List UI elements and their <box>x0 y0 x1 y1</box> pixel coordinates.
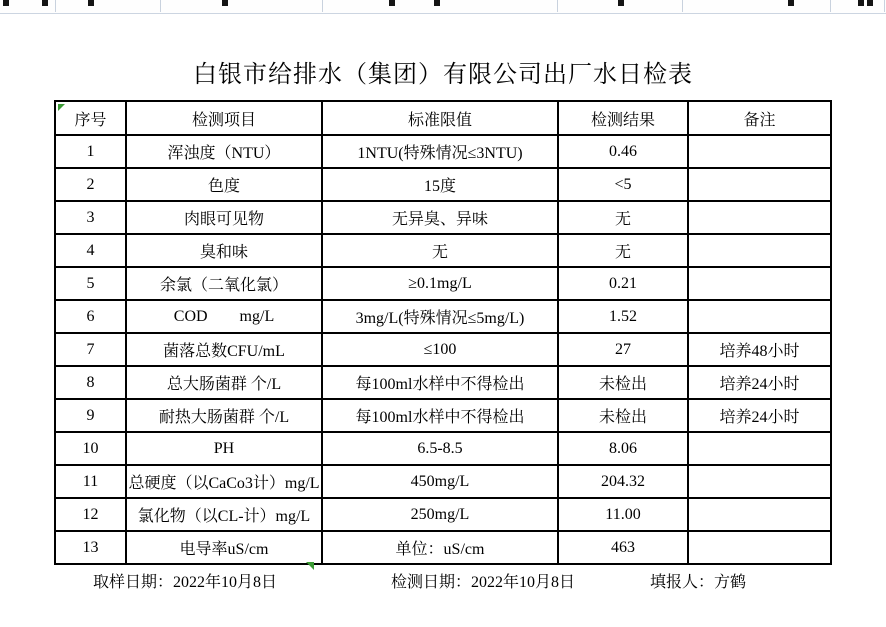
cell-limit[interactable]: 6.5-8.5 <box>322 432 558 465</box>
cell-index[interactable]: 4 <box>55 234 126 267</box>
table-row <box>55 234 831 267</box>
toolbar-icon-sliver[interactable] <box>434 0 440 6</box>
cell-index[interactable]: 6 <box>55 300 126 333</box>
cell-remark[interactable] <box>688 300 831 333</box>
cell-result[interactable]: 0.46 <box>558 135 688 168</box>
table-row <box>55 300 831 333</box>
cell-remark[interactable] <box>688 267 831 300</box>
cell-result[interactable]: 204.32 <box>558 465 688 498</box>
toolbar-icon-sliver[interactable] <box>42 0 48 6</box>
cell-item[interactable]: 总大肠菌群 个/L <box>126 366 322 399</box>
toolbar-icon-sliver[interactable] <box>858 0 864 6</box>
header-cell-result[interactable]: 检测结果 <box>558 101 688 135</box>
cell-item[interactable]: 色度 <box>126 168 322 201</box>
cell-result[interactable]: 无 <box>558 201 688 234</box>
cell-index[interactable]: 12 <box>55 498 126 531</box>
table-row <box>55 366 831 399</box>
cell-remark[interactable]: 培养48小时 <box>688 333 831 366</box>
cell-limit[interactable]: 15度 <box>322 168 558 201</box>
cell-result[interactable]: 未检出 <box>558 399 688 432</box>
cell-index[interactable]: 7 <box>55 333 126 366</box>
cell-result[interactable]: 8.06 <box>558 432 688 465</box>
cell-item[interactable]: 臭和味 <box>126 234 322 267</box>
cell-remark[interactable] <box>688 201 831 234</box>
toolbar-icon-sliver[interactable] <box>88 0 94 6</box>
header-label: 序号 <box>74 111 107 129</box>
cell-limit[interactable]: 250mg/L <box>322 498 558 531</box>
toolbar-separator <box>830 0 831 12</box>
toolbar-bottom-sliver <box>0 0 886 14</box>
cell-index[interactable]: 1 <box>55 135 126 168</box>
table-row <box>55 531 831 564</box>
sample-date-text: 取样日期：2022年10月8日 <box>93 574 278 591</box>
table-body <box>55 135 831 564</box>
header-cell-item[interactable]: 检测项目 <box>126 101 322 135</box>
cell-item[interactable]: COD mg/L <box>126 300 322 333</box>
table-row <box>55 168 831 201</box>
cell-item[interactable]: 总硬度（以CaCo3计）mg/L <box>126 465 322 498</box>
cell-item[interactable]: 电导率uS/cm <box>126 531 322 564</box>
cell-index[interactable]: 8 <box>55 366 126 399</box>
toolbar-separator <box>160 0 161 12</box>
cell-remark[interactable]: 培养24小时 <box>688 399 831 432</box>
table-row <box>55 267 831 300</box>
table-row <box>55 201 831 234</box>
cell-limit[interactable]: 每100ml水样中不得检出 <box>322 399 558 432</box>
cell-limit[interactable]: 3mg/L(特殊情况≤5mg/L) <box>322 300 558 333</box>
cell-item[interactable]: 菌落总数CFU/mL <box>126 333 322 366</box>
cell-result[interactable]: 0.21 <box>558 267 688 300</box>
cell-index[interactable]: 11 <box>55 465 126 498</box>
cell-remark[interactable] <box>688 498 831 531</box>
cell-result[interactable]: <5 <box>558 168 688 201</box>
header-cell-index[interactable] <box>55 101 126 135</box>
toolbar-icon-sliver[interactable] <box>222 0 228 6</box>
table-row <box>55 399 831 432</box>
cell-item[interactable]: PH <box>126 432 322 465</box>
footer-line <box>0 569 886 589</box>
cell-item[interactable]: 浑浊度（NTU） <box>126 135 322 168</box>
water-daily-check-table <box>54 100 832 565</box>
toolbar-icon-sliver[interactable] <box>867 0 873 6</box>
cell-limit[interactable]: 每100ml水样中不得检出 <box>322 366 558 399</box>
toolbar-separator <box>55 0 56 12</box>
cell-index[interactable]: 5 <box>55 267 126 300</box>
toolbar-icon-sliver[interactable] <box>788 0 794 6</box>
toolbar-separator <box>557 0 558 12</box>
cell-item[interactable]: 余氯（二氧化氯） <box>126 267 322 300</box>
cell-index[interactable]: 10 <box>55 432 126 465</box>
toolbar-icon-sliver[interactable] <box>618 0 624 6</box>
cell-result[interactable]: 1.52 <box>558 300 688 333</box>
cell-remark[interactable] <box>688 168 831 201</box>
cell-remark[interactable] <box>688 465 831 498</box>
table-row <box>55 465 831 498</box>
page-break-marker-icon <box>306 562 314 570</box>
page-title: 白银市给排水（集团）有限公司出厂水日检表 <box>193 62 693 88</box>
cell-result[interactable]: 无 <box>558 234 688 267</box>
cell-result[interactable]: 27 <box>558 333 688 366</box>
reporter-text: 填报人：方鹤 <box>650 574 747 591</box>
header-cell-limit[interactable]: 标准限值 <box>322 101 558 135</box>
table-row <box>55 498 831 531</box>
cell-remark[interactable] <box>688 531 831 564</box>
cell-remark[interactable] <box>688 234 831 267</box>
table-row <box>55 432 831 465</box>
cell-index[interactable]: 9 <box>55 399 126 432</box>
toolbar-separator <box>884 0 885 12</box>
cell-result[interactable]: 11.00 <box>558 498 688 531</box>
cell-limit[interactable]: 450mg/L <box>322 465 558 498</box>
cell-limit[interactable]: 单位：uS/cm <box>322 531 558 564</box>
cell-remark[interactable]: 培养24小时 <box>688 366 831 399</box>
table-header-row <box>55 101 831 135</box>
cell-item[interactable]: 肉眼可见物 <box>126 201 322 234</box>
cell-limit[interactable]: 无 <box>322 234 558 267</box>
cell-limit[interactable]: 无异臭、异味 <box>322 201 558 234</box>
toolbar-separator <box>322 0 323 12</box>
cell-result[interactable]: 未检出 <box>558 366 688 399</box>
table-row <box>55 135 831 168</box>
toolbar-icon-sliver[interactable] <box>389 0 395 6</box>
cell-index[interactable]: 3 <box>55 201 126 234</box>
cell-limit[interactable]: 1NTU(特殊情况≤3NTU) <box>322 135 558 168</box>
cell-result[interactable]: 463 <box>558 531 688 564</box>
toolbar-icon-sliver[interactable] <box>3 0 9 6</box>
cell-item[interactable]: 氯化物（以CL-计）mg/L <box>126 498 322 531</box>
test-date-text: 检测日期：2022年10月8日 <box>391 574 576 591</box>
table-row <box>55 333 831 366</box>
cell-index[interactable]: 13 <box>55 531 126 564</box>
cell-item[interactable]: 耐热大肠菌群 个/L <box>126 399 322 432</box>
cell-error-indicator-icon <box>58 104 65 111</box>
cell-limit[interactable]: ≥0.1mg/L <box>322 267 558 300</box>
cell-index[interactable]: 2 <box>55 168 126 201</box>
cell-remark[interactable] <box>688 135 831 168</box>
header-cell-remark[interactable]: 备注 <box>688 101 831 135</box>
cell-remark[interactable] <box>688 432 831 465</box>
toolbar-separator <box>682 0 683 12</box>
cell-limit[interactable]: ≤100 <box>322 333 558 366</box>
